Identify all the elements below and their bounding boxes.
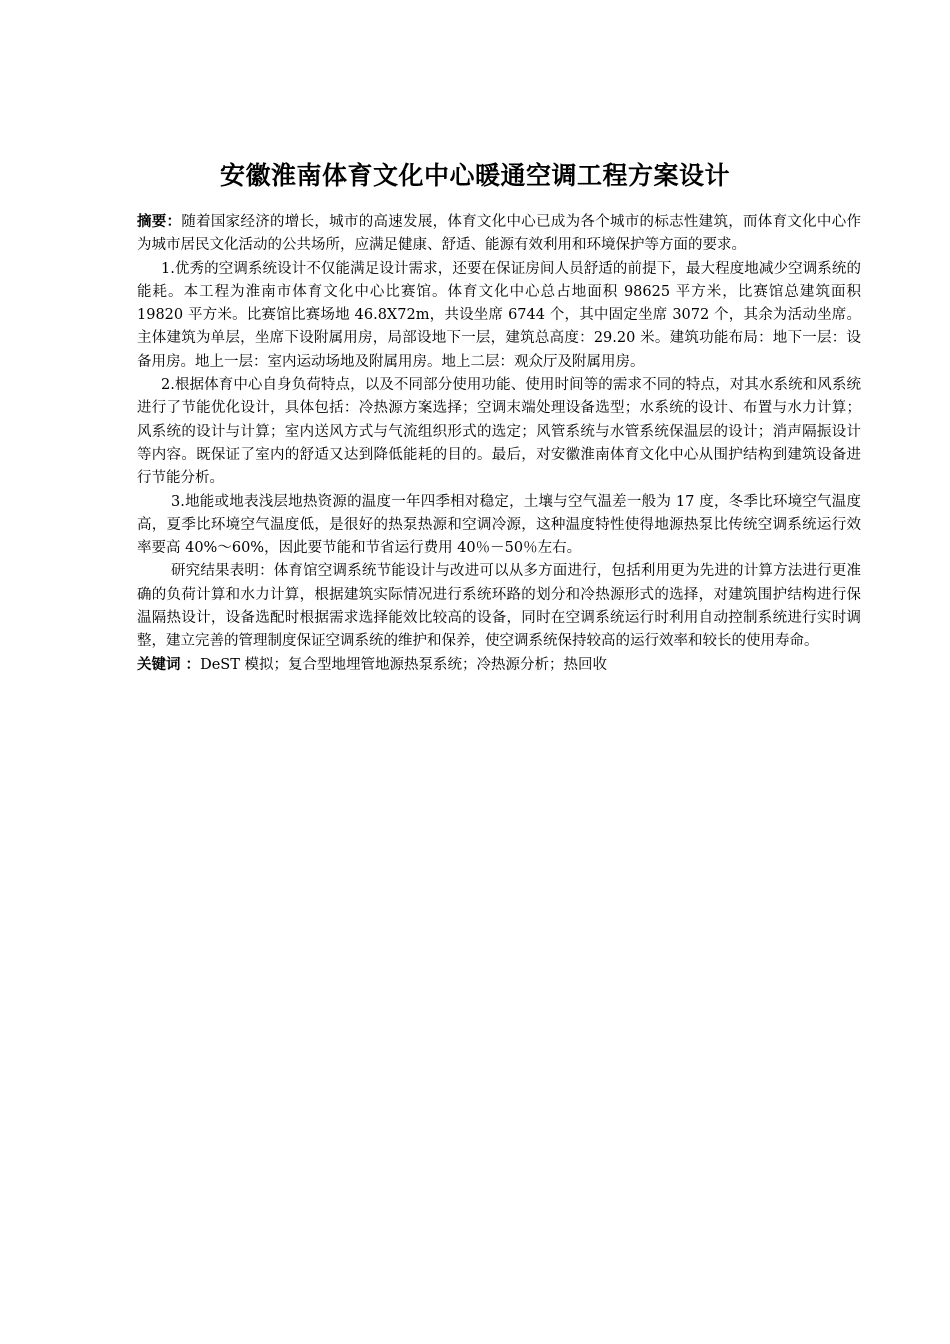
abstract-paragraph <box>137 211 861 258</box>
paragraph-1: 1.优秀的空调系统设计不仅能满足设计需求，还要在保证房间人员舒适的前提下，最大程度地减少空调系统的能耗。本工程为淮南市体育文化中心比赛馆。体育文化中心总占地面积 98625 平方米，比赛馆总建筑面积 19820 平方米。比赛馆比赛场地 46.8X72m，共设坐席 6744 个，其中固定坐席 3072 个，其余为活动坐席。主体建筑为单层，坐席下设附属用房，局部设地下一层，建筑总高度：29.20 米。建筑功能布局：地下一层：设备用房。地上一层：室内运动场地及附属用房。地上二层：观众厅及附属用房。 <box>137 260 861 370</box>
abstract-label: 摘要： <box>137 214 182 230</box>
paragraph-2: 2.根据体育中心自身负荷特点，以及不同部分使用功能、使用时间等的需求不同的特点，对其水系统和风系统进行了节能优化设计，具体包括：冷热源方案选择；空调末端处理设备选型；水系统的设计、布置与水力计算；风系统的设计与计算；室内送风方式与气流组织形式的选定；风管系统与水管系统保温层的设计；消声隔振设计等内容。既保证了室内的舒适又达到降低能耗的目的。最后，对安徽淮南体育文化中心从围护结构到建筑设备进行节能分析。 <box>137 377 861 487</box>
abstract-text: 随着国家经济的增长，城市的高速发展，体育文化中心已成为各个城市的标志性建筑，而体育文化中心作为城市居民文化活动的公共场所，应满足健康、舒适、能源有效利用和环境保护等方面的要求。 <box>137 214 861 254</box>
document-body <box>137 211 861 677</box>
paragraph-3: 3.地能或地表浅层地热资源的温度一年四季相对稳定，土壤与空气温差一般为 17 度，冬季比环境空气温度高，夏季比环境空气温度低，是很好的热泵热源和空调冷源，这种温度特性使得地源热泵比传统空调系统运行效率要高 40%～60%，因此要节能和节省运行费用 40％－50％左右。 <box>137 493 861 557</box>
keywords-label: 关键词 ： <box>137 656 201 673</box>
keywords-line <box>137 654 861 677</box>
paragraph-conclusion: 研究结果表明：体育馆空调系统节能设计与改进可以从多方面进行，包括利用更为先进的计算方法进行更准确的负荷计算和水力计算，根据建筑实际情况进行系统环路的划分和冷热源形式的选择，对建筑围护结构进行保温隔热设计，设备选配时根据需求选择能效比较高的设备，同时在空调系统运行时利用自动控制系统进行实时调整，建立完善的管理制度保证空调系统的维护和保养，使空调系统保持较高的运行效率和较长的使用寿命。 <box>137 563 861 650</box>
keywords-text: DeST 模拟；复合型地埋管地源热泵系统；冷热源分析；热回收 <box>200 656 607 673</box>
document-title: 安徽淮南体育文化中心暖通空调工程方案设计 <box>219 161 730 190</box>
